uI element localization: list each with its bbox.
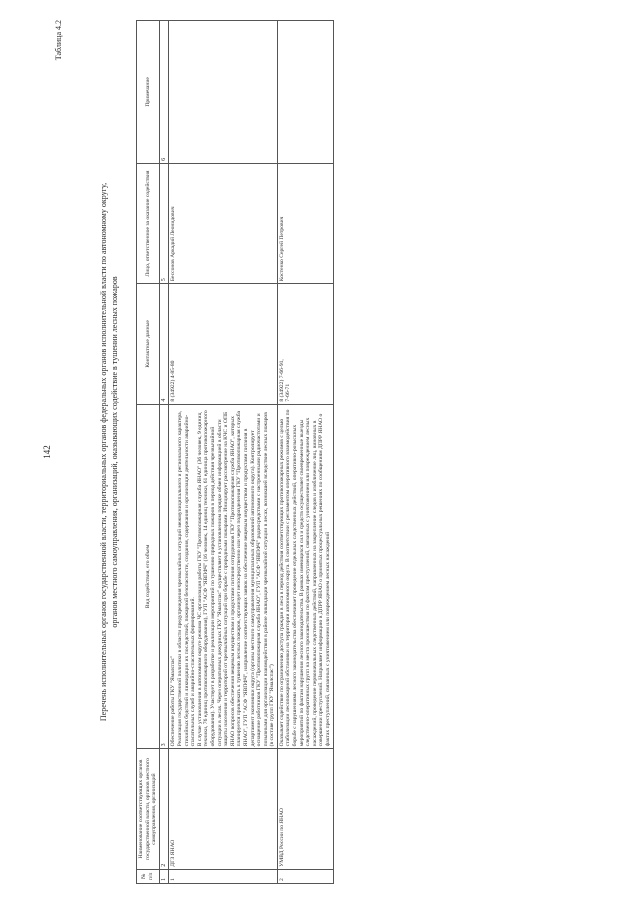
row-responsible: Костенко Сергей Петрович (277, 163, 333, 283)
row-note (277, 21, 333, 164)
column-number-row (159, 21, 169, 884)
row-contacts: 8 (34922) 4-85-80 (169, 284, 278, 404)
header-note: Примечание (137, 21, 160, 164)
header-assistance: Вид содействия, его объем (137, 404, 160, 749)
header-responsible: Лицо, ответственное за оказание содействия (137, 163, 160, 283)
column-number: 3 (159, 404, 169, 749)
row-number: 2 (277, 869, 333, 883)
row-organization: ДГЗ ЯНАО (169, 749, 278, 869)
header-organization: Наименование соответствующих органов государственной власти, органов местного самоуправления, организаций (137, 749, 160, 869)
table-header-row (137, 21, 160, 884)
table-label: Таблица 4.2 (54, 20, 63, 61)
column-number: 1 (159, 869, 169, 883)
table-row (169, 21, 278, 884)
organizations-table (136, 20, 334, 884)
row-number: 1 (169, 869, 278, 883)
header-number: № п/п (137, 869, 160, 883)
row-organization: УМВД России по ЯНАО (277, 749, 333, 869)
document-sheet (40, 12, 600, 892)
column-number: 5 (159, 163, 169, 283)
header-contacts: Контактные данные (137, 284, 160, 404)
column-number: 2 (159, 749, 169, 869)
row-assistance: Обеспечение работы ГКУ "Ямалспас" Реализация государственной политики в области предупреждения чрезвычайных ситуаций межмуниципального и регионального характера, стихийных бедствий и ликвидации их последствий, пожарной безопасности, создания, содержания и организации деятельности аварийно-спасательных служб и аварийно-спасательных формирований. В случае установления в автономном округе режима ЧС организация работы ГКУ "Противопожарная служба ЯНАО" (36 человек, 9 единиц техники, 76 единиц противопожарного оборудования), ГУП "АСФ "ЯВПФЧ" (16 человек, 14 единиц техники, 61 единица противопожарного оборудования). Участвует в разработке и реализации мероприятий по тушению природных пожаров в период действия чрезвычайной ситуации в лесах. Через оперативных дежурных ГКУ "Ямалспас" осуществляет в установленном порядке обмен информацией в области защиты населения и территорий от чрезвычайных ситуаций при борьбе с природными пожарами. Инициирует рассмотрение на КЧС и ОПБ ЯНАО вопросов обеспечения вещевым имуществом и продуктами питания сотрудников ГКУ "Противопожарная служба ЯНАО", которых планируется привлекать к тушению лесных пожаров, организует непосредственно или через подразделения ГКУ "Противопожарная служба ЯНАО", ГУП "АСФ "ЯВПФЧ", направление соответствующих заявок на обеспечение вещевым имуществом и продуктами питания в департамент экономики округа (органы местного самоуправления муниципальных образований автономного округа). Контролирует оснащение работников ГКУ "Противопожарная служба ЯНАО", ГУП "АСФ "ЯВПФЧ" радиосредствами с настроенными радиочастотами и позывными для организации взаимодействия в районе ликвидации чрезвычайной ситуации в лесах, возникшей вследствие лесных пожаров (в составе групп ГКУ "Ямалспас") (169, 404, 278, 749)
row-assistance: Оказывает содействие по ограничению доступа граждан в леса в период действия соответствующих противопожарных режимов с целью стабилизации лесопожарной обстановки на территории автономного округа. В соответствии с регламентом оперативного взаимодействия по борьбе с нарушениями лесного законодательства обеспечивает проведение отдельных следственных действий, оперативно-розыскных мероприятий по фактам нарушения лесного законодательства. В рамках имеющихся сил и средств осуществляет своевременные выезды следственно-оперативных групп на места происшествия по фактам преступлений, связанных с уничтожением или повреждением лесных насаждений, проведение первоначальных следственных действий, направленных на закрепление следов и изобличение лиц, виновных в совершении преступлений. Направляет информацию в ДПРР ЯНАО о принятых процессуальных решениях по сообщениям ДПРР ЯНАО о фактах преступлений, связанных с уничтожением или повреждением лесных насаждений (277, 404, 333, 749)
row-contacts: 8 (34922) 7-66-91, 7-66-71 (277, 284, 333, 404)
page-number: 142 (42, 445, 52, 459)
column-number: 6 (159, 21, 169, 164)
table-row (277, 21, 333, 884)
document-title-line-1: Перечень исполнительных органов государственной власти, территориальных органов федеральных органов исполнительной власти по автономному округу, (99, 182, 108, 722)
document-title (98, 52, 120, 852)
row-responsible: Бессонов Аркадий Леонидович (169, 163, 278, 283)
row-note (169, 21, 278, 164)
document-title-line-2: органов местного самоуправления, организаций, оказывающих содействие в тушении лесных пожаров (110, 276, 119, 628)
column-number: 4 (159, 284, 169, 404)
